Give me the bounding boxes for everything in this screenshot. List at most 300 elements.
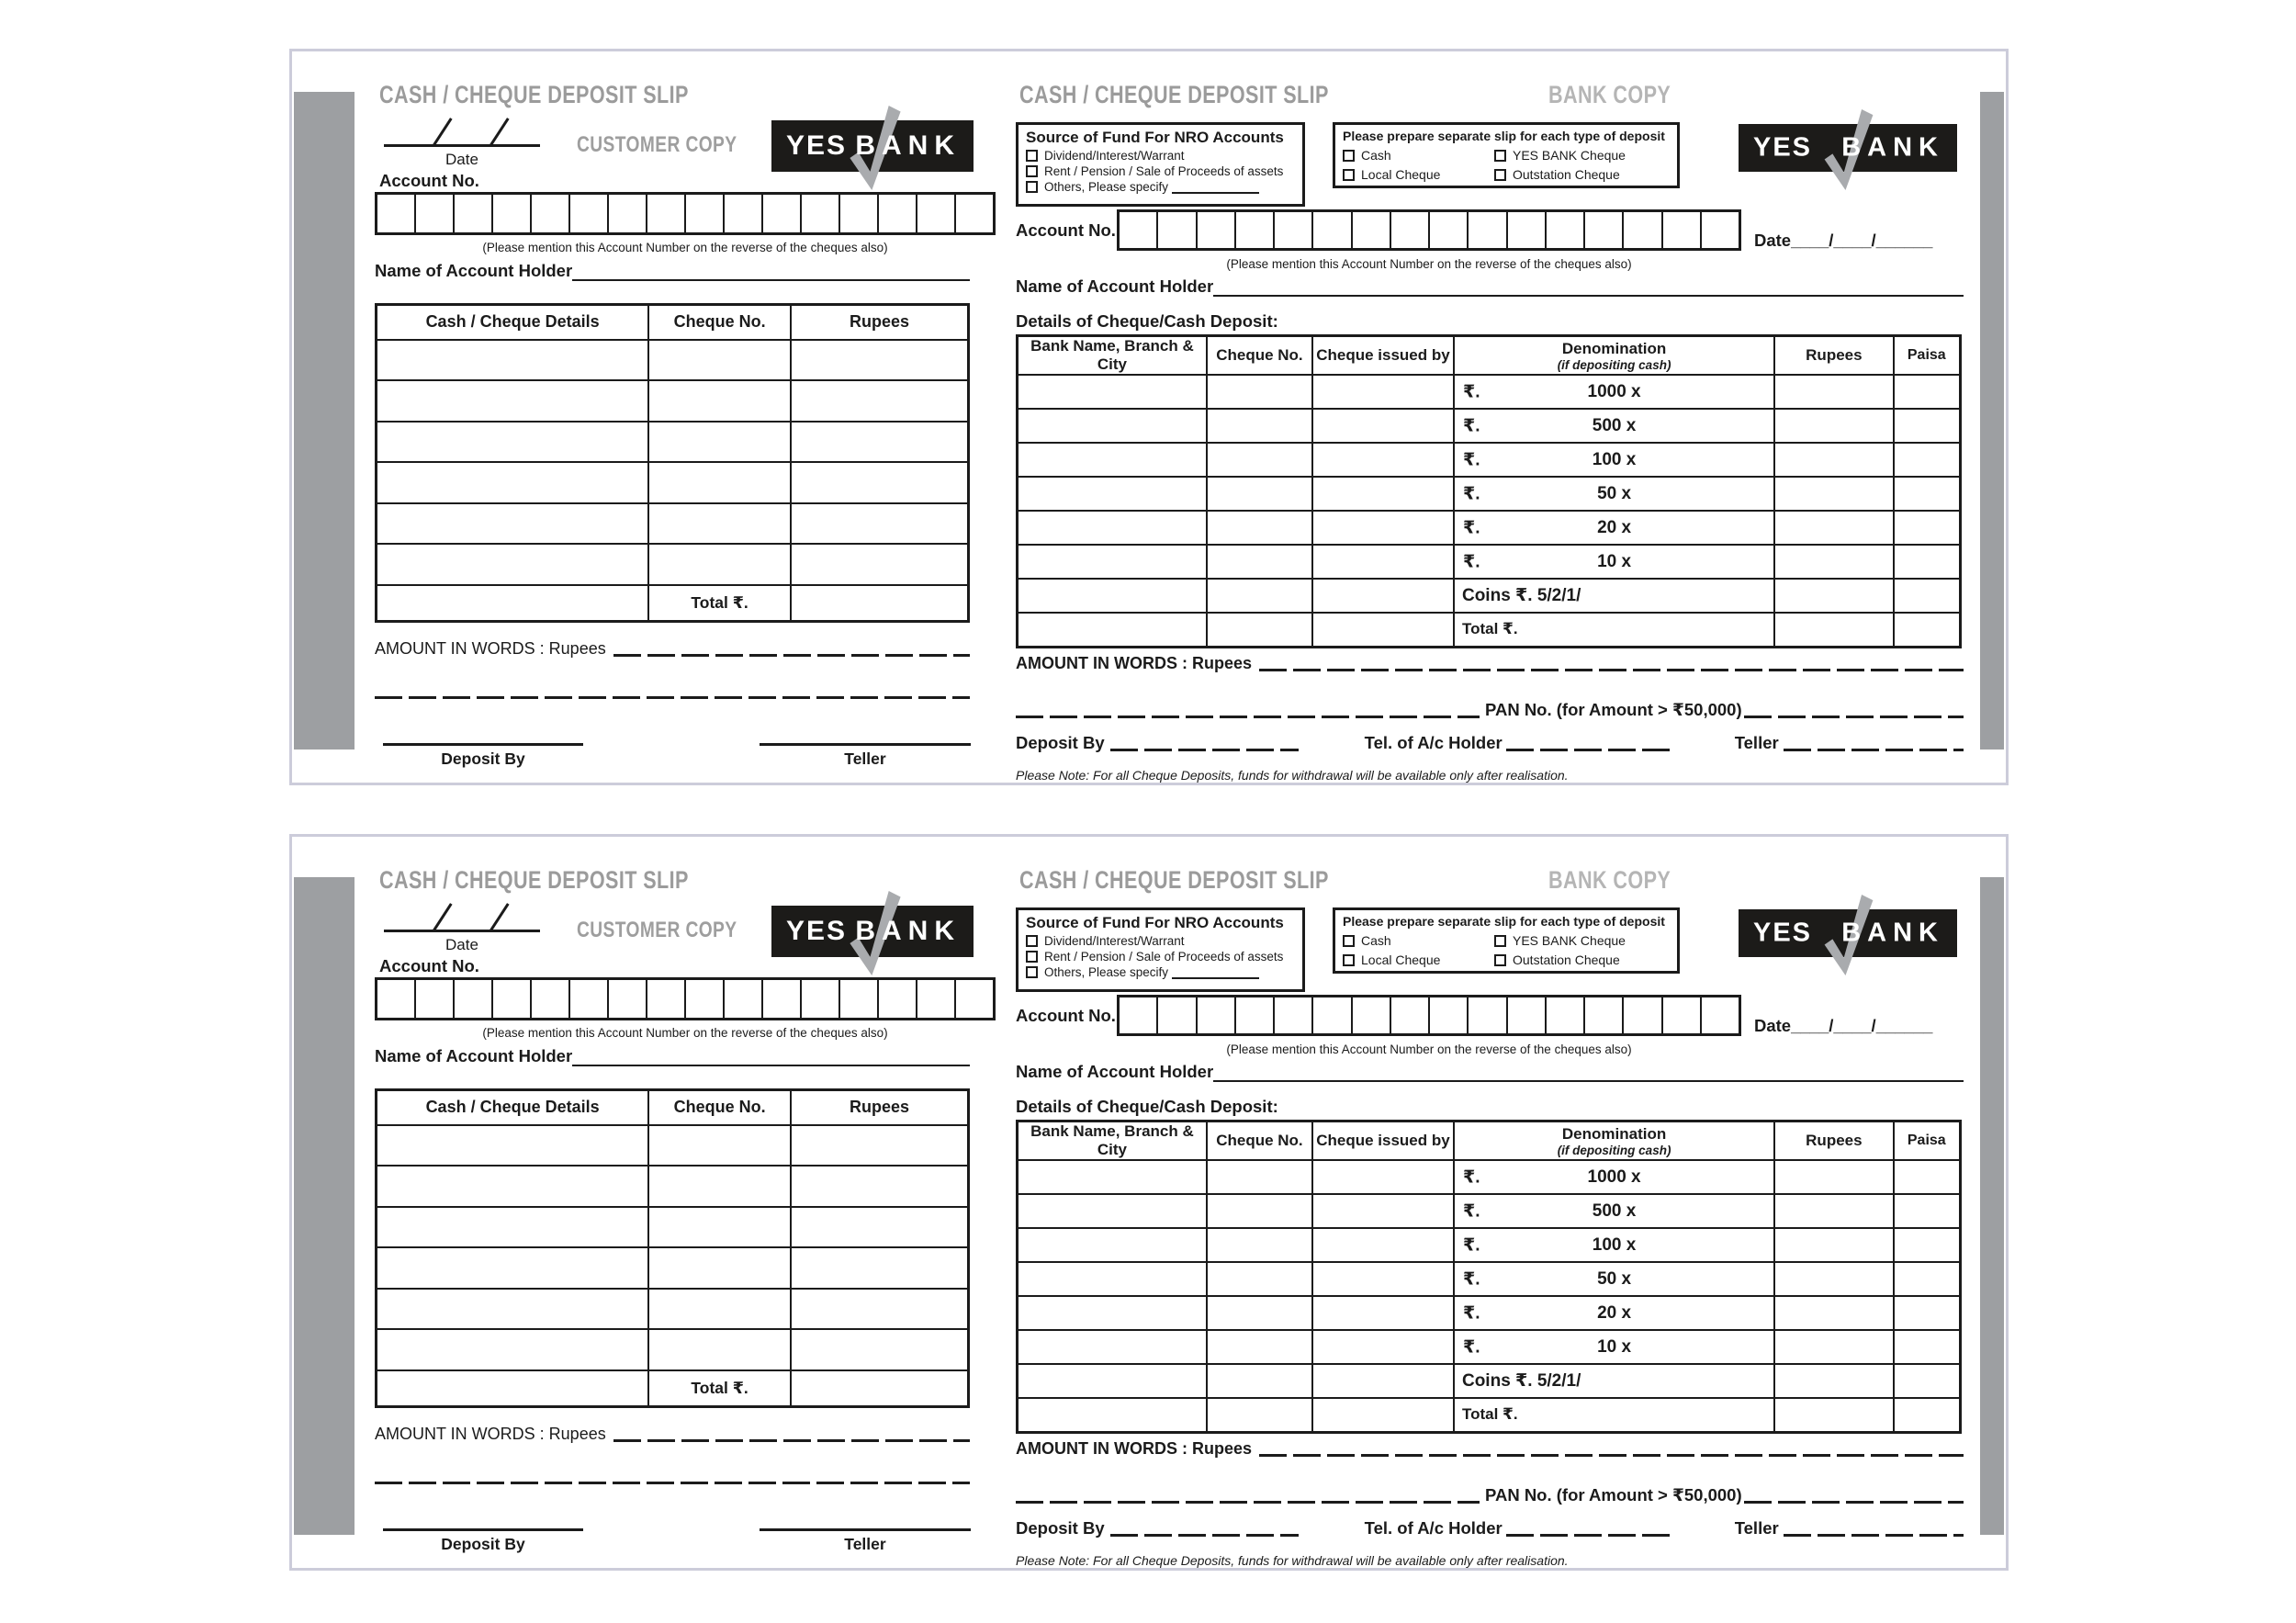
table-cell[interactable] xyxy=(1774,1296,1893,1330)
account-digit-box[interactable] xyxy=(455,980,493,1018)
specify-write-line[interactable] xyxy=(1172,966,1259,979)
denomination-subheader: (if depositing cash) xyxy=(1557,1143,1671,1157)
date-field[interactable] xyxy=(384,112,540,147)
table-cell[interactable] xyxy=(791,1247,969,1289)
table-cell[interactable] xyxy=(1018,1228,1207,1262)
teller-write-line[interactable] xyxy=(1784,1534,1964,1537)
logo-bank-text: BANK xyxy=(1841,132,1944,163)
account-digit-box[interactable] xyxy=(917,195,956,232)
table-cell[interactable] xyxy=(1894,613,1961,647)
account-digit-box[interactable] xyxy=(647,980,686,1018)
table-cell[interactable] xyxy=(1774,1228,1893,1262)
account-digit-box[interactable] xyxy=(1120,212,1158,248)
tel-write-line[interactable] xyxy=(1506,749,1674,751)
account-digit-box[interactable] xyxy=(1275,997,1313,1033)
deposit-type-title: Please prepare separate slip for each type of deposit xyxy=(1343,129,1665,143)
table-row xyxy=(377,1207,969,1248)
table-cell[interactable] xyxy=(791,1207,969,1248)
deposit-by-write-line[interactable] xyxy=(1110,1534,1299,1537)
amount-write-line-2[interactable] xyxy=(1016,1501,1480,1504)
checkbox[interactable] xyxy=(1026,181,1038,193)
table-cell[interactable] xyxy=(1312,477,1454,511)
table-cell[interactable] xyxy=(1018,1398,1207,1432)
type-option-cash: Cash xyxy=(1343,933,1494,948)
table-row xyxy=(1018,613,1961,647)
table-row xyxy=(377,422,969,463)
account-digit-box[interactable] xyxy=(1353,997,1391,1033)
account-number-boxes[interactable] xyxy=(1117,995,1741,1036)
table-cell[interactable] xyxy=(1207,409,1312,443)
name-write-line[interactable] xyxy=(1213,1062,1964,1082)
account-digit-box[interactable] xyxy=(1236,997,1275,1033)
name-write-line[interactable] xyxy=(572,261,970,281)
table-cell[interactable] xyxy=(1207,1160,1312,1194)
table-cell[interactable] xyxy=(1312,1330,1454,1364)
table-cell[interactable] xyxy=(648,503,791,545)
table-cell[interactable] xyxy=(791,1289,969,1330)
name-write-line[interactable] xyxy=(1213,276,1964,297)
denomination-value: 100 x xyxy=(1592,449,1637,469)
account-digit-box[interactable] xyxy=(1198,997,1236,1033)
col-header-bank-name: Bank Name, Branch & City xyxy=(1018,1121,1207,1161)
table-cell[interactable] xyxy=(1312,1228,1454,1262)
account-digit-box[interactable] xyxy=(802,195,840,232)
date-slash-icon xyxy=(432,118,452,147)
deposit-type-title: Please prepare separate slip for each type of deposit xyxy=(1343,914,1665,929)
col-header-rupees: Rupees xyxy=(1774,336,1893,376)
table-cell[interactable] xyxy=(1312,1160,1454,1194)
table-cell[interactable] xyxy=(1894,579,1961,613)
table-cell[interactable] xyxy=(1207,1262,1312,1296)
table-cell[interactable] xyxy=(377,462,649,503)
account-digit-box[interactable] xyxy=(763,980,802,1018)
pan-row xyxy=(1016,1485,1964,1505)
table-cell[interactable] xyxy=(648,1207,791,1248)
table-cell[interactable] xyxy=(648,544,791,585)
right-binding-bar xyxy=(1980,877,2004,1535)
table-cell[interactable] xyxy=(377,544,649,585)
account-digit-box[interactable] xyxy=(725,980,763,1018)
rupee-symbol: ₹. xyxy=(1462,1167,1480,1187)
table-cell[interactable] xyxy=(377,1247,649,1289)
table-cell[interactable] xyxy=(791,1370,969,1407)
account-digit-box[interactable] xyxy=(686,195,725,232)
table-cell[interactable] xyxy=(1207,1296,1312,1330)
customer-copy-label: CUSTOMER COPY xyxy=(577,132,737,157)
account-digit-box[interactable] xyxy=(879,980,917,1018)
table-cell[interactable] xyxy=(1018,1262,1207,1296)
account-digit-box[interactable] xyxy=(1430,997,1469,1033)
table-cell[interactable] xyxy=(377,503,649,545)
denomination-value: 20 x xyxy=(1597,517,1632,537)
account-digit-box[interactable] xyxy=(1391,997,1430,1033)
col-header-denomination: Denomination (if depositing cash) xyxy=(1454,336,1774,376)
account-digit-box[interactable] xyxy=(1313,997,1352,1033)
denomination-cell xyxy=(1454,1160,1774,1194)
table-cell[interactable] xyxy=(1774,409,1893,443)
denomination-value: 50 x xyxy=(1597,1268,1632,1289)
account-digit-box[interactable] xyxy=(647,195,686,232)
date-label: Date xyxy=(445,151,478,168)
account-digit-box[interactable] xyxy=(686,980,725,1018)
table-cell[interactable] xyxy=(1894,1330,1961,1364)
account-digit-box[interactable] xyxy=(532,195,570,232)
table-cell[interactable] xyxy=(1207,1398,1312,1432)
table-cell[interactable] xyxy=(1018,1296,1207,1330)
checkbox[interactable] xyxy=(1494,954,1506,966)
account-digit-box[interactable] xyxy=(1353,212,1391,248)
account-digit-box[interactable] xyxy=(609,980,647,1018)
table-cell[interactable] xyxy=(791,544,969,585)
table-cell[interactable] xyxy=(1018,1194,1207,1228)
rupee-symbol: ₹. xyxy=(1462,484,1480,503)
table-cell[interactable] xyxy=(1894,375,1961,409)
account-digit-box[interactable] xyxy=(1391,212,1430,248)
pan-write-line[interactable] xyxy=(1744,716,1964,718)
table-cell[interactable] xyxy=(791,422,969,463)
table-cell[interactable] xyxy=(1894,1194,1961,1228)
table-cell[interactable] xyxy=(1894,1262,1961,1296)
table-cell[interactable] xyxy=(377,1329,649,1370)
denomination-value: 500 x xyxy=(1592,415,1637,435)
table-cell[interactable] xyxy=(1774,443,1893,477)
table-cell[interactable] xyxy=(1312,1194,1454,1228)
total-label: Total ₹. xyxy=(648,1370,791,1407)
table-cell[interactable] xyxy=(1774,1364,1893,1398)
table-cell[interactable] xyxy=(791,1125,969,1167)
nro-option-rent: Rent / Pension / Sale of Proceeds of assets xyxy=(1026,950,1295,964)
checkbox[interactable] xyxy=(1026,165,1038,177)
deposit-by-signature[interactable] xyxy=(383,743,583,769)
table-cell[interactable] xyxy=(1018,511,1207,545)
table-cell[interactable] xyxy=(1018,1364,1207,1398)
table-cell[interactable] xyxy=(1774,1160,1893,1194)
account-note: (Please mention this Account Number on the reverse of the cheques also) xyxy=(1226,257,1632,271)
account-digit-box[interactable] xyxy=(1585,212,1624,248)
account-digit-box[interactable] xyxy=(1508,997,1547,1033)
checkbox[interactable] xyxy=(1026,951,1038,963)
table-cell[interactable] xyxy=(1018,613,1207,647)
col-header-details: Cash / Cheque Details xyxy=(377,1090,649,1125)
account-digit-box[interactable] xyxy=(802,980,840,1018)
pan-write-line[interactable] xyxy=(1744,1501,1964,1504)
yes-bank-logo xyxy=(771,906,974,957)
table-cell[interactable] xyxy=(1018,545,1207,579)
teller-signature[interactable] xyxy=(760,743,971,769)
table-cell[interactable] xyxy=(1774,1262,1893,1296)
table-cell[interactable] xyxy=(1312,545,1454,579)
table-cell[interactable] xyxy=(1207,375,1312,409)
tel-write-line[interactable] xyxy=(1506,1534,1674,1537)
account-digit-box[interactable] xyxy=(917,980,956,1018)
table-cell[interactable] xyxy=(648,340,791,381)
account-digit-box[interactable] xyxy=(1158,997,1197,1033)
table-cell[interactable] xyxy=(1207,1228,1312,1262)
table-cell[interactable] xyxy=(1207,545,1312,579)
account-digit-box[interactable] xyxy=(377,980,416,1018)
table-cell[interactable] xyxy=(1894,545,1961,579)
table-cell[interactable] xyxy=(377,1289,649,1330)
table-cell[interactable] xyxy=(1018,579,1207,613)
account-number-boxes[interactable] xyxy=(375,192,996,235)
table-cell[interactable] xyxy=(791,1329,969,1370)
account-digit-box[interactable] xyxy=(609,195,647,232)
name-write-line[interactable] xyxy=(572,1046,970,1066)
table-cell[interactable] xyxy=(648,1247,791,1289)
account-digit-box[interactable] xyxy=(1547,997,1585,1033)
account-digit-box[interactable] xyxy=(1313,212,1352,248)
table-cell[interactable] xyxy=(1774,1398,1893,1432)
col-header-cheque-issued-by: Cheque issued by xyxy=(1312,336,1454,376)
table-cell[interactable] xyxy=(791,1166,969,1207)
table-cell[interactable] xyxy=(1207,1364,1312,1398)
account-digit-box[interactable] xyxy=(1120,997,1158,1033)
denomination-subheader: (if depositing cash) xyxy=(1557,357,1671,372)
table-cell[interactable] xyxy=(1312,1398,1454,1432)
account-digit-box[interactable] xyxy=(763,195,802,232)
table-cell[interactable] xyxy=(1207,511,1312,545)
account-digit-box[interactable] xyxy=(1275,212,1313,248)
table-cell[interactable] xyxy=(791,503,969,545)
table-cell[interactable] xyxy=(1312,511,1454,545)
teller-signature[interactable] xyxy=(760,1528,971,1554)
checkbox[interactable] xyxy=(1494,150,1506,162)
account-digit-box[interactable] xyxy=(840,195,879,232)
table-cell[interactable] xyxy=(377,422,649,463)
table-cell[interactable] xyxy=(1312,1296,1454,1330)
denomination-cell xyxy=(1454,477,1774,511)
checkbox[interactable] xyxy=(1343,935,1355,947)
account-digit-box[interactable] xyxy=(725,195,763,232)
denomination-cell xyxy=(1454,1262,1774,1296)
amount-write-line[interactable] xyxy=(613,654,970,657)
table-cell[interactable] xyxy=(791,340,969,381)
table-cell[interactable] xyxy=(1774,579,1893,613)
checkbox[interactable] xyxy=(1343,150,1355,162)
amount-write-line-2[interactable] xyxy=(375,696,970,699)
table-cell[interactable] xyxy=(377,340,649,381)
table-cell[interactable] xyxy=(377,1207,649,1248)
table-cell[interactable] xyxy=(648,462,791,503)
deposit-by-write-line[interactable] xyxy=(1110,749,1299,751)
table-cell[interactable] xyxy=(1018,1330,1207,1364)
table-cell[interactable] xyxy=(648,1125,791,1167)
account-digit-box[interactable] xyxy=(879,195,917,232)
bank-copy-label: BANK COPY xyxy=(1548,81,1671,108)
table-cell[interactable] xyxy=(377,585,649,622)
account-digit-box[interactable] xyxy=(377,195,416,232)
checkbox[interactable] xyxy=(1494,169,1506,181)
account-digit-box[interactable] xyxy=(1508,212,1547,248)
table-cell[interactable] xyxy=(791,380,969,422)
account-number-boxes[interactable] xyxy=(1117,209,1741,251)
name-of-account-holder-row xyxy=(1016,276,1964,297)
table-row xyxy=(377,380,969,422)
rupee-symbol: ₹. xyxy=(1462,1269,1480,1289)
amount-write-line[interactable] xyxy=(1259,669,1964,671)
table-cell[interactable] xyxy=(1312,1364,1454,1398)
logo-bank-text: BANK xyxy=(855,916,961,946)
table-cell[interactable] xyxy=(791,585,969,622)
date-field[interactable]: Date____/____/______ xyxy=(1754,1016,1933,1035)
account-digit-box[interactable] xyxy=(1624,212,1662,248)
account-digit-box[interactable] xyxy=(1702,997,1739,1033)
table-cell[interactable] xyxy=(1894,511,1961,545)
table-row xyxy=(1018,1262,1961,1296)
table-cell[interactable] xyxy=(1312,613,1454,647)
table-cell[interactable] xyxy=(1312,375,1454,409)
checkbox[interactable] xyxy=(1026,150,1038,162)
table-cell[interactable] xyxy=(1018,375,1207,409)
nro-box-title: Source of Fund For NRO Accounts xyxy=(1026,914,1284,931)
table-cell[interactable] xyxy=(1018,477,1207,511)
rupee-symbol: ₹. xyxy=(1462,1201,1480,1221)
teller-label: Teller xyxy=(844,1535,886,1553)
table-cell[interactable] xyxy=(1774,375,1893,409)
amount-write-line-2[interactable] xyxy=(375,1482,970,1484)
denomination-value: 1000 x xyxy=(1587,381,1641,401)
deposit-by-signature[interactable] xyxy=(383,1528,583,1554)
account-digit-box[interactable] xyxy=(532,980,570,1018)
account-digit-box[interactable] xyxy=(956,980,993,1018)
denomination-value: 500 x xyxy=(1592,1200,1637,1221)
amount-write-line-2[interactable] xyxy=(1016,716,1480,718)
table-cell[interactable] xyxy=(1774,1330,1893,1364)
col-header-cheque-no: Cheque No. xyxy=(648,1090,791,1125)
table-cell[interactable] xyxy=(1207,613,1312,647)
table-cell[interactable] xyxy=(377,1370,649,1407)
table-cell[interactable] xyxy=(1207,1194,1312,1228)
account-digit-box[interactable] xyxy=(1663,212,1702,248)
account-digit-box[interactable] xyxy=(416,980,455,1018)
table-cell[interactable] xyxy=(1894,1296,1961,1330)
name-of-account-holder-row xyxy=(1016,1062,1964,1082)
details-heading: Details of Cheque/Cash Deposit: xyxy=(1016,311,1278,331)
account-digit-box[interactable] xyxy=(455,195,493,232)
total-label: Total ₹. xyxy=(1454,1398,1774,1432)
table-cell[interactable] xyxy=(1207,1330,1312,1364)
specify-write-line[interactable] xyxy=(1172,181,1259,194)
checkbox[interactable] xyxy=(1026,935,1038,947)
table-cell[interactable] xyxy=(1207,443,1312,477)
account-digit-box[interactable] xyxy=(840,980,879,1018)
table-cell[interactable] xyxy=(1312,443,1454,477)
table-cell[interactable] xyxy=(1312,579,1454,613)
account-digit-box[interactable] xyxy=(1624,997,1662,1033)
details-heading: Details of Cheque/Cash Deposit: xyxy=(1016,1097,1278,1116)
table-cell[interactable] xyxy=(1312,409,1454,443)
amount-words-label: AMOUNT IN WORDS : Rupees xyxy=(375,639,606,658)
account-digit-box[interactable] xyxy=(1469,212,1507,248)
table-cell[interactable] xyxy=(1894,1228,1961,1262)
table-cell[interactable] xyxy=(1774,477,1893,511)
type-option-outstation-cheque: Outstation Cheque xyxy=(1494,952,1670,967)
table-cell[interactable] xyxy=(648,1166,791,1207)
amount-write-line[interactable] xyxy=(613,1439,970,1442)
table-cell[interactable] xyxy=(648,1289,791,1330)
account-digit-box[interactable] xyxy=(1430,212,1469,248)
table-cell[interactable] xyxy=(1894,443,1961,477)
account-digit-box[interactable] xyxy=(1236,212,1275,248)
denomination-cell xyxy=(1454,1194,1774,1228)
table-row xyxy=(377,1166,969,1207)
account-digit-box[interactable] xyxy=(493,980,532,1018)
amount-words-label: AMOUNT IN WORDS : Rupees xyxy=(1016,1439,1253,1458)
account-digit-box[interactable] xyxy=(1547,212,1585,248)
tel-of-ac-holder-label: Tel. of A/c Holder xyxy=(1364,733,1503,752)
table-cell[interactable] xyxy=(1207,579,1312,613)
rupee-symbol: ₹. xyxy=(1462,1235,1480,1255)
checkbox[interactable] xyxy=(1343,954,1355,966)
left-binding-bar xyxy=(294,92,355,750)
account-digit-box[interactable] xyxy=(570,980,609,1018)
table-cell[interactable] xyxy=(648,1329,791,1370)
table-cell[interactable] xyxy=(377,1125,649,1167)
table-cell[interactable] xyxy=(1018,409,1207,443)
teller-write-line[interactable] xyxy=(1784,749,1964,751)
date-field[interactable]: Date____/____/______ xyxy=(1754,231,1933,250)
table-cell[interactable] xyxy=(1894,409,1961,443)
date-field[interactable] xyxy=(384,897,540,932)
table-cell[interactable] xyxy=(377,380,649,422)
nro-option-dividend: Dividend/Interest/Warrant xyxy=(1026,149,1295,163)
name-of-account-holder-row xyxy=(375,1046,970,1066)
table-cell[interactable] xyxy=(377,1166,649,1207)
table-cell[interactable] xyxy=(1018,443,1207,477)
account-digit-box[interactable] xyxy=(1702,212,1739,248)
table-cell[interactable] xyxy=(1018,1160,1207,1194)
table-row xyxy=(377,503,969,545)
account-digit-box[interactable] xyxy=(1469,997,1507,1033)
table-cell[interactable] xyxy=(1894,477,1961,511)
amount-write-line[interactable] xyxy=(1259,1454,1964,1457)
table-cell[interactable] xyxy=(1774,613,1893,647)
table-cell[interactable] xyxy=(1207,477,1312,511)
table-row xyxy=(377,1125,969,1167)
account-digit-box[interactable] xyxy=(493,195,532,232)
col-header-cheque-no: Cheque No. xyxy=(1207,336,1312,376)
deposit-by-label: Deposit By xyxy=(1016,1518,1105,1538)
table-cell[interactable] xyxy=(1774,511,1893,545)
table-cell[interactable] xyxy=(648,380,791,422)
checkbox[interactable] xyxy=(1026,966,1038,978)
table-cell[interactable] xyxy=(1894,1398,1961,1432)
table-cell[interactable] xyxy=(1774,545,1893,579)
account-digit-box[interactable] xyxy=(956,195,993,232)
coins-label: Coins ₹. 5/2/1/ xyxy=(1454,1364,1774,1398)
table-cell[interactable] xyxy=(791,462,969,503)
deposit-slip-card xyxy=(289,834,2009,1571)
table-cell[interactable] xyxy=(1774,1194,1893,1228)
account-digit-box[interactable] xyxy=(416,195,455,232)
account-digit-box[interactable] xyxy=(1585,997,1624,1033)
realisation-footnote: Please Note: For all Cheque Deposits, funds for withdrawal will be available only after realisation. xyxy=(1016,768,1569,783)
table-cell[interactable] xyxy=(1312,1262,1454,1296)
account-digit-box[interactable] xyxy=(1198,212,1236,248)
denomination-cell xyxy=(1454,1228,1774,1262)
table-cell[interactable] xyxy=(1894,1364,1961,1398)
account-number-boxes[interactable] xyxy=(375,977,996,1020)
table-row xyxy=(1018,511,1961,545)
account-digit-box[interactable] xyxy=(1158,212,1197,248)
account-digit-box[interactable] xyxy=(570,195,609,232)
table-cell[interactable] xyxy=(1894,1160,1961,1194)
table-cell[interactable] xyxy=(648,422,791,463)
account-digit-box[interactable] xyxy=(1663,997,1702,1033)
bank-slip-bottom-row xyxy=(1016,1518,1964,1538)
checkbox[interactable] xyxy=(1343,169,1355,181)
checkbox[interactable] xyxy=(1494,935,1506,947)
